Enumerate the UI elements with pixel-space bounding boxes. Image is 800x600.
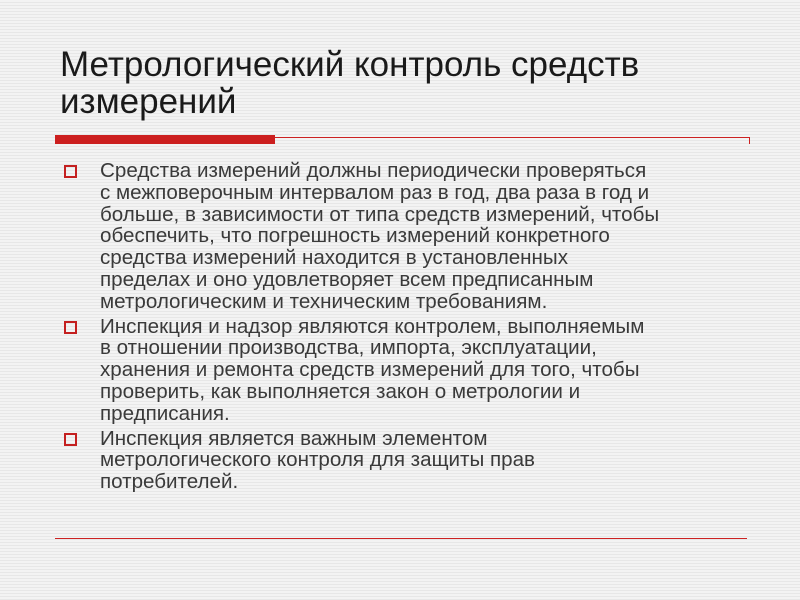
title-line-2: измерений — [60, 82, 237, 121]
bullet-line: Инспекция и надзор являются контролем, выполняемым — [100, 314, 645, 338]
bullet-line: Средства измерений должны периодически проверяться — [100, 159, 647, 182]
bullet-line: метрологического контроля для защиты прав — [100, 448, 535, 472]
bullet-text — [100, 428, 752, 493]
bullet-item — [62, 428, 752, 493]
bullet-line: пределах и оно удовлетворяет всем предписанным — [100, 267, 594, 291]
divider-end-tick — [749, 138, 750, 144]
bullet-line: метрологическим и техническим требованиям. — [100, 289, 548, 313]
bullet-line: предписания. — [100, 401, 230, 425]
hollow-square-bullet-icon — [64, 165, 77, 178]
bullet-line: проверить, как выполняется закон о метрологии и — [100, 379, 581, 403]
bullet-line: потребителей. — [100, 470, 239, 494]
title-divider — [55, 132, 750, 144]
slide-title — [60, 46, 760, 120]
bullet-line: средства измерений находится в установленных — [100, 246, 569, 270]
bullet-line: с межповерочным интервалом раз в год, два раза в год и — [100, 180, 650, 204]
bullet-line: в отношении производства, импорта, эксплуатации, — [100, 336, 597, 360]
divider-accent-bar — [55, 135, 275, 144]
bullet-line: хранения и ремонта средств измерений для того, чтобы — [100, 358, 640, 382]
bullet-item — [62, 316, 752, 425]
bullet-list — [62, 160, 752, 496]
hollow-square-bullet-icon — [64, 321, 77, 334]
title-line-1: Метрологический контроль средств — [60, 45, 640, 84]
hollow-square-bullet-icon — [64, 433, 77, 446]
bullet-line: больше, в зависимости от типа средств измерений, чтобы — [100, 202, 660, 226]
footer-divider — [55, 538, 747, 539]
bullet-item — [62, 160, 752, 313]
bullet-text — [100, 160, 752, 313]
bullet-text — [100, 316, 752, 425]
bullet-line: Инспекция является важным элементом — [100, 426, 488, 450]
bullet-line: обеспечить, что погрешность измерений конкретного — [100, 224, 610, 248]
